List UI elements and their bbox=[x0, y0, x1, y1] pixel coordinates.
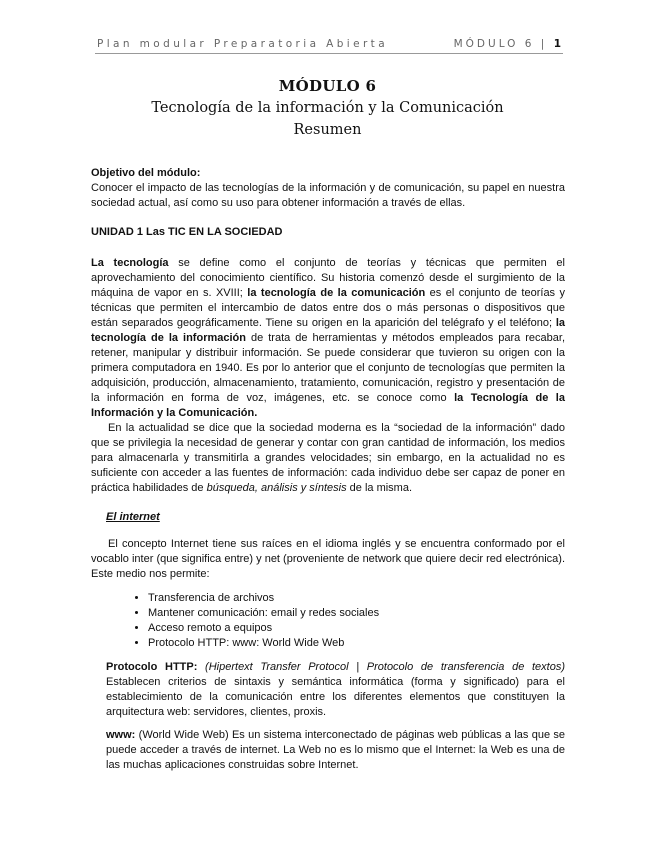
http-label: Protocolo HTTP: bbox=[106, 661, 198, 673]
list-item: • Protocolo HTTP: www: World Wide Web bbox=[148, 636, 565, 651]
term-technology: La tecnología bbox=[91, 257, 169, 269]
para2-text-1: En la actualidad se dice que la sociedad moderna es la “sociedad de la información” dado que se privilegia la necesidad de generar y contar con gran cantidad de información, los medios para almacenarla y transmitirla a grandes velocidades; sin embargo, en la actualidad no es suficiente con acceder a las fuentes de información: cada individuo debe ser capaz de poner en práctica habilidades de bbox=[91, 422, 565, 494]
para1-text-2: es el conjunto de teorías y técnicas que permiten el intercambio de datos entre dos o más personas o dispositivos que están separados geográficamente. Tiene su origen en la aparición del telégrafo y el teléfono; bbox=[91, 287, 566, 329]
term-tic: la Tecnología de la Información y la Comunicación. bbox=[91, 392, 565, 419]
www-text: (World Wide Web) Es un sistema interconectado de páginas web públicas a las que se puede acceder a través de internet. La Web no es lo mismo que el Internet: la Web es una de las muchas aplicaciones construidas sobre Internet. bbox=[106, 729, 565, 771]
definition-http bbox=[106, 660, 565, 720]
running-header-title: Plan modular Preparatoria Abierta bbox=[97, 38, 389, 50]
internet-intro: El concepto Internet tiene sus raíces en el idioma inglés y se encuentra conformado por el vocablo inter (que significa entre) y net (proveniente de network que quiere decir red electrónica). Este medio nos permite: bbox=[91, 538, 565, 580]
para2-text-2: de la misma. bbox=[346, 482, 413, 494]
document-title: MÓDULO 6 bbox=[278, 77, 377, 95]
http-expansion: (Hipertext Transfer Protocol | Protocolo de transferencia de textos) bbox=[197, 661, 565, 673]
document-body bbox=[91, 166, 565, 773]
term-communication-tech: la tecnología de la comunicación bbox=[247, 287, 426, 299]
running-header-module-label: MÓDULO 6 bbox=[453, 38, 535, 50]
section-title-internet: El internet bbox=[106, 511, 160, 523]
para2-skills: búsqueda, análisis y síntesis bbox=[206, 482, 347, 494]
internet-uses-list bbox=[91, 591, 565, 651]
objective-label: Objetivo del módulo: bbox=[91, 167, 201, 179]
objective-text: Conocer el impacto de las tecnologías de la información y de comunicación, su papel en nuestra sociedad actual, así como su uso para obtener información a través de ellas. bbox=[91, 182, 565, 209]
paragraph-information-society bbox=[91, 421, 565, 496]
list-item: • Acceso remoto a equipos bbox=[148, 621, 565, 636]
para1-text-3: de trata de herramientas y métodos empleados para recabar, retener, manipular y distribuir información. Se puede considerar que tuvieron su origen con la primera computadora en 1940. Es por lo anterior que el conjunto de tecnologías que permiten la adquisición, producción, almacenamiento, tratamiento, comunicación, registro y presentación de la información en forma de voz, imágenes, etc. se conoce como bbox=[91, 332, 566, 404]
paragraph-technology bbox=[91, 256, 565, 421]
http-text: Establecen criterios de sintaxis y semántica informática (forma y significado) para el establecimiento de la comunicación entre los diferentes elementos que constituyen la arquitectura web: servidores, clientes, proxis. bbox=[106, 676, 565, 718]
definition-www bbox=[106, 728, 565, 773]
list-item: • Mantener comunicación: email y redes sociales bbox=[148, 606, 565, 621]
document-subtitle: Tecnología de la información y la Comunicación bbox=[151, 100, 504, 116]
www-label: www: bbox=[106, 729, 136, 741]
unit-title: UNIDAD 1 Las TIC EN LA SOCIEDAD bbox=[91, 226, 283, 238]
document-summary-label: Resumen bbox=[293, 122, 362, 138]
term-information-tech: la tecnología de la información bbox=[91, 317, 565, 344]
page-number: 1 bbox=[553, 38, 561, 50]
para1-text-1: se define como el conjunto de teorías y técnicas que permiten el aprovechamiento del conocimiento científico. Su historia comenzó desde el surgimiento de la máquina de vapor en s. XVIII; bbox=[91, 257, 565, 299]
running-header-module: MÓDULO 6 | 1 bbox=[453, 38, 561, 50]
header-divider bbox=[95, 53, 563, 54]
list-item: • Transferencia de archivos bbox=[148, 591, 565, 606]
